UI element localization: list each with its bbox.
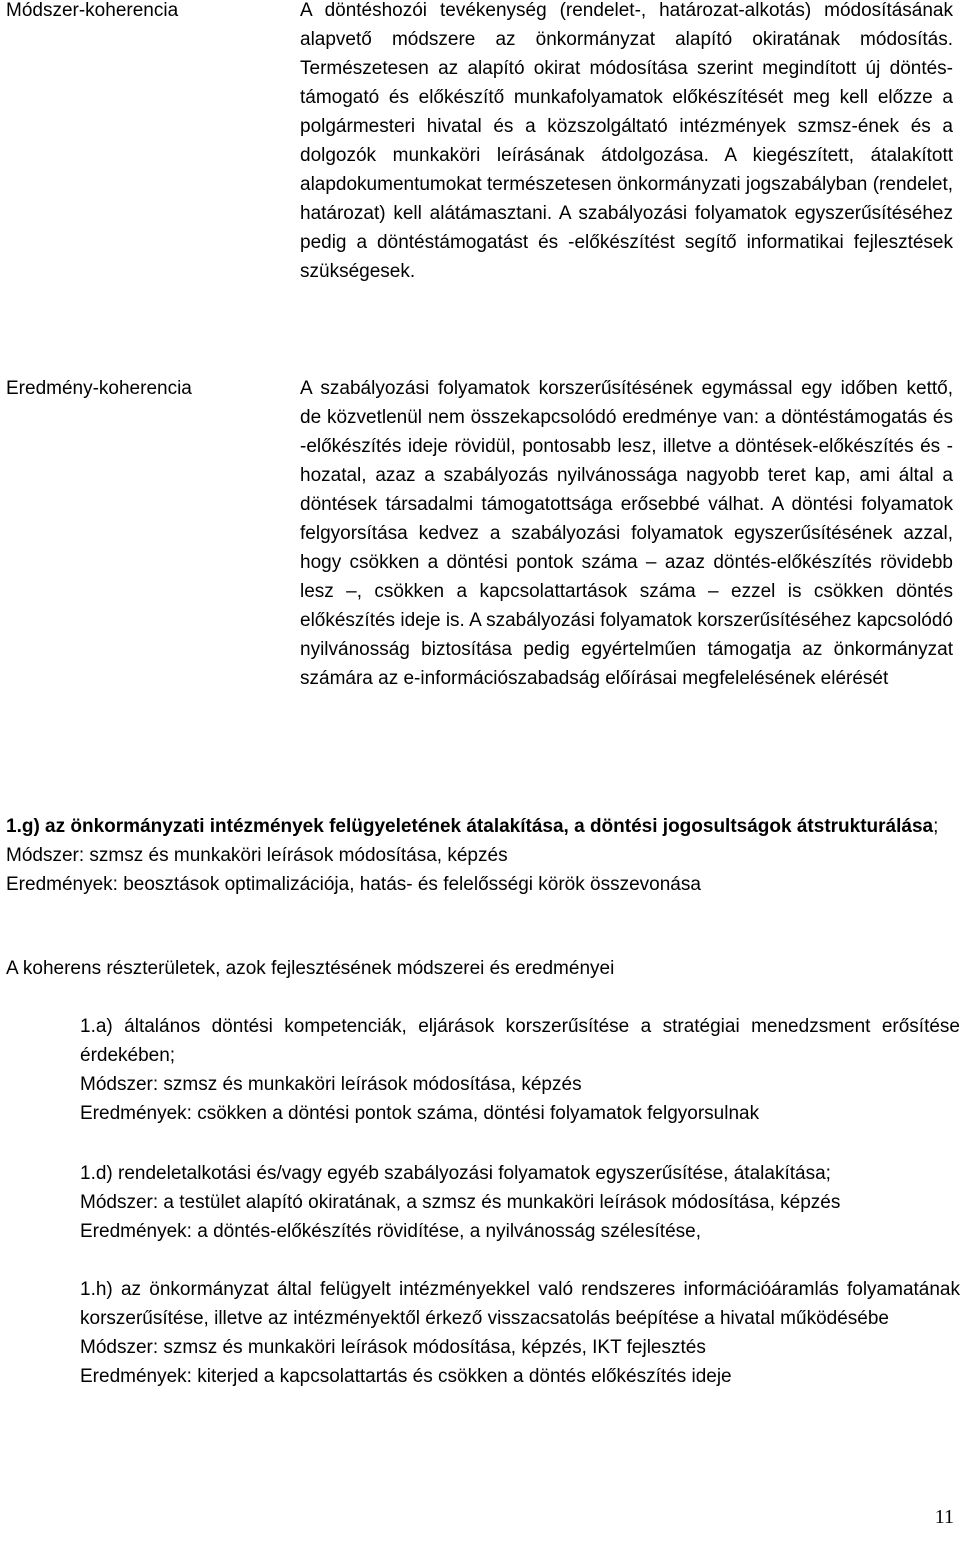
method-coherence-text: A döntéshozói tevékenység (rendelet-, határozat-alkotás) módosításának alapvető módszere az önkormányzat alapító okiratának módosítás. Természetesen az alapító okirat módosítása szerint megindított új döntés-támogató és előkészítő munkafolyamatok előkészítését meg kell előzze a polgármesteri hivatal és a közszolgáltató intézmények szmsz-ének és a dolgozók munkaköri leírásának átdolgozása. A kiegészített, átalakított alapdokumentumokat természetesen önkormányzati jogszabályban (rendelet, határozat) kell alátámasztani. A szabályozási folyamatok egyszerűsítéséhez pedig a döntéstámogatást és -előkészítést segítő informatikai fejlesztések szükségesek. — [300, 0, 953, 282]
section-1g-heading-text: 1.g) az önkormányzati intézmények felügyeletének átalakítása, a döntési jogosultságok átstrukturálása — [6, 816, 934, 837]
page-number: 11 — [934, 1506, 954, 1528]
section-1g-heading-suffix: ; — [933, 816, 939, 837]
subsection-1a-method: Módszer: szmsz és munkaköri leírások módosítása, képzés — [80, 1074, 582, 1095]
subsection-1a-results: Eredmények: csökken a döntési pontok száma, döntési folyamatok felgyorsulnak — [80, 1103, 760, 1124]
subsection-1d-heading: 1.d) rendeletalkotási és/vagy egyéb szabályozási folyamatok egyszerűsítése, átalakítása; — [80, 1163, 831, 1184]
coherent-areas-title: A koherens részterületek, azok fejlesztésének módszerei és eredményei — [6, 958, 615, 979]
subsection-1d-results: Eredmények: a döntés-előkészítés rövidítése, a nyilvánosság szélesítése, — [80, 1221, 701, 1242]
result-coherence-text: A szabályozási folyamatok korszerűsítésének egymással egy időben kettő, de közvetlenül nem összekapcsolódó eredménye van: a döntéstámogatás és -előkészítés ideje rövidül, pontosabb lesz, illetve a döntések-előkészítés és -hozatal, azaz a szabályozás nyilvánossága nagyobb teret kap, ami által a döntések társadalmi támogatottsága erősebbé válhat. A döntési folyamatok felgyorsítása kedvez a szabályozási folyamatok egyszerűsítésének azzal, hogy csökken a döntési pontok száma – azaz döntés-előkészítés rövidebb lesz –, csökken a kapcsolattartások száma – ezzel is csökken döntés előkészítés ideje is. A szabályozási folyamatok korszerűsítéséhez kapcsolódó nyilvánosság biztosítása pedig egyértelműen támogatja az önkormányzat számára az e-információszabadság előírásai megfelelésének elérését — [300, 378, 953, 689]
section-1g-heading — [6, 812, 953, 841]
subsection-1h-method: Módszer: szmsz és munkaköri leírások módosítása, képzés, IKT fejlesztés — [80, 1337, 706, 1358]
subsection-1h-heading: 1.h) az önkormányzat által felügyelt intézményekkel való rendszeres információáramlás folyamatának korszerűsítése, illetve az intézményektől érkező visszacsatolás beépítése a hivatal működésébe — [80, 1279, 960, 1329]
result-coherence-label: Eredmény-koherencia — [6, 378, 192, 399]
subsection-1a-heading: 1.a) általános döntési kompetenciák, eljárások korszerűsítése a stratégiai menedzsment erősítése érdekében; — [80, 1016, 960, 1066]
section-1g — [6, 812, 953, 899]
subsection-1h-results: Eredmények: kiterjed a kapcsolattartás és csökken a döntés előkészítés ideje — [80, 1366, 732, 1387]
subsection-1h — [80, 1275, 960, 1391]
method-coherence-label: Módszer-koherencia — [6, 0, 179, 21]
subsection-1a — [80, 1012, 960, 1128]
section-1g-method: Módszer: szmsz és munkaköri leírások módosítása, képzés — [6, 845, 508, 866]
subsection-1d — [80, 1159, 960, 1246]
section-1g-results: Eredmények: beosztások optimalizációja, hatás- és felelősségi körök összevonása — [6, 874, 701, 895]
subsection-1d-method: Módszer: a testület alapító okiratának, a szmsz és munkaköri leírások módosítása, képzés — [80, 1192, 841, 1213]
